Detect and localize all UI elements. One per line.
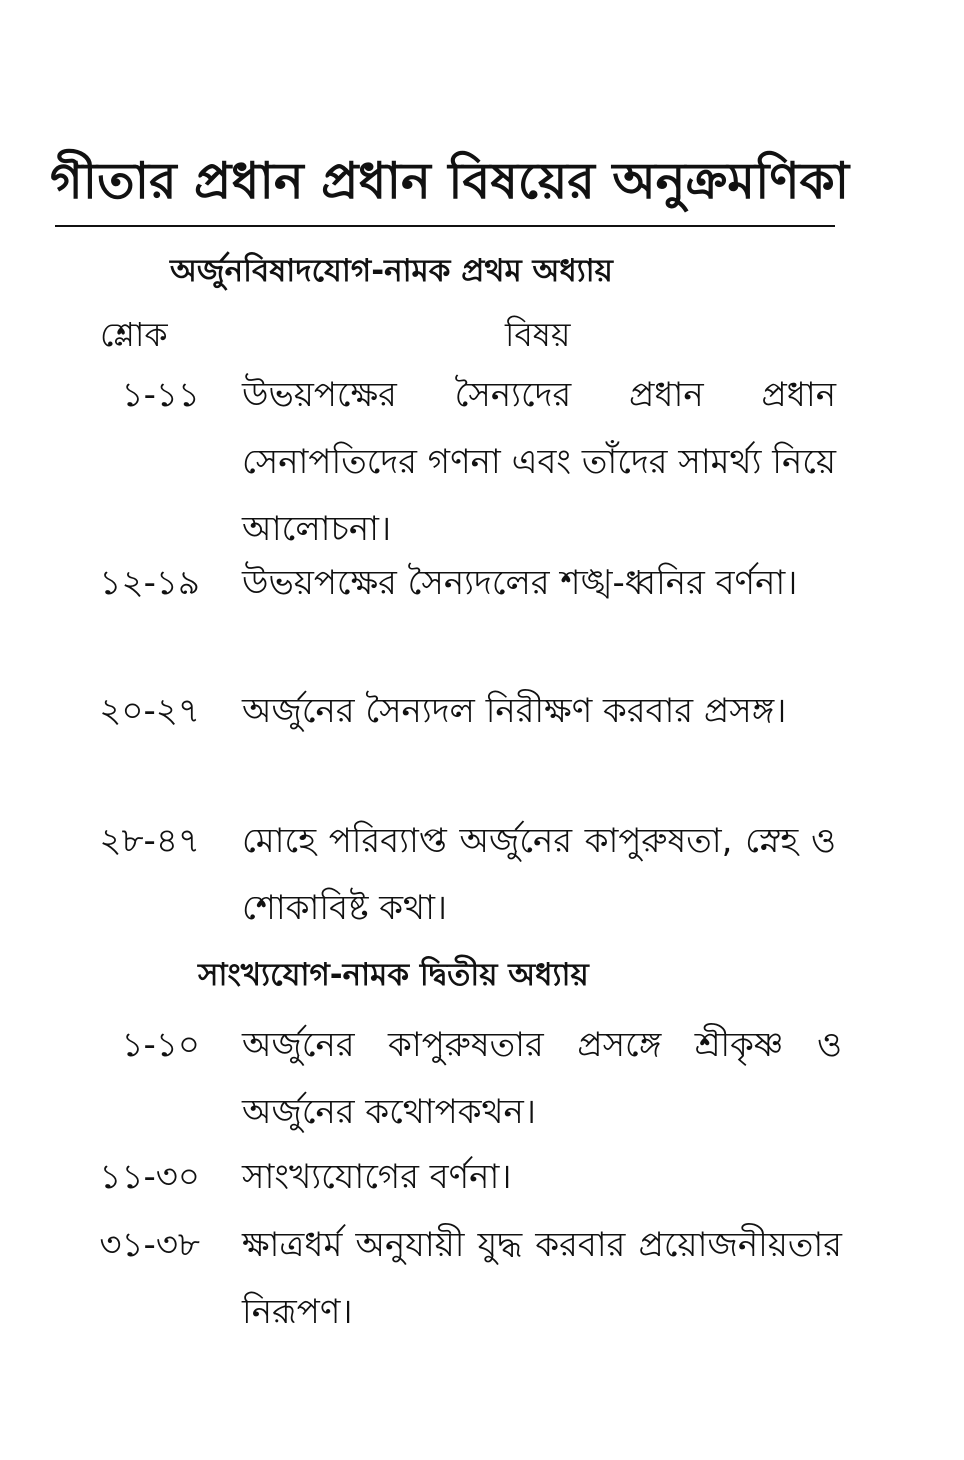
topic-text: অর্জুনের সৈন্যদল নিরীক্ষণ করবার প্রসঙ্গ।	[242, 691, 787, 731]
topic-text: মোহে পরিব্যাপ্ত অর্জুনের কাপুরুষতা, স্নেহ ও শোকাবিষ্ট কথা।	[242, 821, 836, 928]
verse-range: ১-১১	[121, 375, 200, 415]
verse-range: ১১-৩০	[99, 1157, 200, 1197]
topic-text: উভয়পক্ষের সৈন্যদলের শঙ্খ-ধ্বনির বর্ণনা।	[242, 563, 798, 603]
verse-range: ১২-১৯	[99, 563, 200, 603]
topic-text: উভয়পক্ষের সৈন্যদের প্রধান প্রধান সেনাপতিদের গণনা এবং তাঁদের সামর্থ্য নিয়ে আলোচনা।	[242, 375, 836, 549]
topic-text: সাংখ্যযোগের বর্ণনা।	[242, 1157, 512, 1197]
topic-column-header: বিষয়	[505, 315, 571, 354]
chapter-2-heading: সাংখ্যযোগ-নামক দ্বিতীয় অধ্যায়	[198, 957, 589, 993]
verse-range: ২০-২৭	[99, 691, 200, 731]
topic-text: ক্ষাত্রধর্ম অনুযায়ী যুদ্ধ করবার প্রয়োজনীয়তার নিরূপণ।	[242, 1225, 842, 1332]
chapter-1-heading: অর্জুনবিষাদযোগ-নামক প্রথম অধ্যায়	[170, 253, 613, 289]
verse-range: ২৮-৪৭	[99, 821, 200, 861]
topic-text: অর্জুনের কাপুরুষতার প্রসঙ্গে শ্রীকৃষ্ণ ও অর্জুনের কথোপকথন।	[242, 1025, 842, 1132]
verse-range: ৩১-৩৮	[99, 1225, 200, 1265]
verse-column-header: শ্লোক	[100, 315, 168, 354]
verse-range: ১-১০	[121, 1025, 200, 1065]
title-underline	[55, 225, 835, 227]
page-title: গীতার প্রধান প্রধান বিষয়ের অনুক্রমণিকা	[50, 152, 850, 210]
